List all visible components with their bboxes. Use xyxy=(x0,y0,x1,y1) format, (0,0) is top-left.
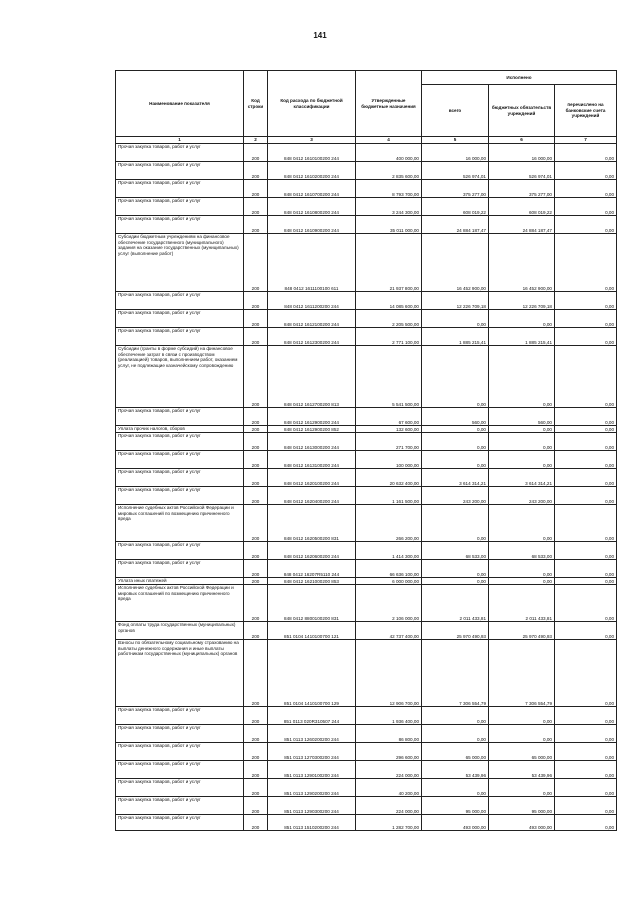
row-approved: 296 600,00 xyxy=(356,743,422,761)
row-kbk: 848 0412 8800100200 831 xyxy=(268,585,356,622)
row-total: 243 200,00 xyxy=(422,487,489,505)
row-total: 68 533,00 xyxy=(422,542,489,560)
header-kbk: Код расхода по бюджетной классификации xyxy=(268,71,356,137)
row-name: Прочая закупка товаров, работ и услуг xyxy=(116,542,244,560)
row-approved: 8 793 700,00 xyxy=(356,180,422,198)
row-name: Прочая закупка товаров, работ и услуг xyxy=(116,761,244,779)
row-approved: 271 700,00 xyxy=(356,433,422,451)
row-code: 200 xyxy=(244,234,268,292)
row-budget-inst: 68 533,00 xyxy=(489,542,555,560)
row-code: 200 xyxy=(244,622,268,640)
row-kbk: 848 0412 1610900200 244 xyxy=(268,216,356,234)
row-approved: 6 000 000,00 xyxy=(356,578,422,585)
row-budget-inst: 493 000,00 xyxy=(489,815,555,831)
row-name: Прочая закупка товаров, работ и услуг xyxy=(116,707,244,725)
row-total: 0,00 xyxy=(422,433,489,451)
row-budget-inst: 24 884 187,47 xyxy=(489,216,555,234)
row-kbk: 851 0113 1510200200 244 xyxy=(268,815,356,831)
row-bank: 0,00 xyxy=(555,292,617,310)
table-row xyxy=(116,408,617,426)
row-code: 200 xyxy=(244,310,268,328)
row-kbk: 848 0412 1612900200 852 xyxy=(268,426,356,433)
table-row xyxy=(116,707,617,725)
row-bank: 0,00 xyxy=(555,433,617,451)
row-kbk: 848 0412 1610100200 244 xyxy=(268,144,356,162)
row-bank: 0,00 xyxy=(555,707,617,725)
row-bank: 0,00 xyxy=(555,640,617,707)
row-budget-inst: 65 000,00 xyxy=(489,743,555,761)
header-approved: Утвержденные бюджетные назначения xyxy=(356,71,422,137)
row-kbk: 848 0412 1611100100 611 xyxy=(268,234,356,292)
row-bank: 0,00 xyxy=(555,761,617,779)
row-code: 200 xyxy=(244,725,268,743)
row-bank: 0,00 xyxy=(555,162,617,180)
row-budget-inst: 2 011 433,81 xyxy=(489,585,555,622)
row-bank: 0,00 xyxy=(555,346,617,408)
row-name: Исполнение судебных актов Российской Федерации и мировых соглашений по возмещению причиненного вреда xyxy=(116,585,244,622)
table-row xyxy=(116,292,617,310)
table-row xyxy=(116,216,617,234)
row-budget-inst: 526 974,01 xyxy=(489,162,555,180)
table-row xyxy=(116,725,617,743)
row-name: Прочая закупка товаров, работ и услуг xyxy=(116,560,244,578)
row-budget-inst: 25 970 490,93 xyxy=(489,622,555,640)
row-approved: 2 835 600,00 xyxy=(356,162,422,180)
row-name: Субсидии (гранты в форме субсидий) на финансовое обеспечение затрат в связи с производством (реализацией) товаров, выполнением работ, оказанием услуг, не подлежащие казначейскому сопровождению xyxy=(116,346,244,408)
table-row xyxy=(116,451,617,469)
row-code: 200 xyxy=(244,542,268,560)
row-name: Прочая закупка товаров, работ и услуг xyxy=(116,292,244,310)
row-name: Прочая закупка товаров, работ и услуг xyxy=(116,198,244,216)
row-budget-inst: 243 200,00 xyxy=(489,487,555,505)
table-row xyxy=(116,426,617,433)
row-kbk: 848 0412 1621000200 853 xyxy=(268,578,356,585)
row-approved: 1 161 500,00 xyxy=(356,487,422,505)
header-bank: перечислено на банковские счета учреждений xyxy=(555,85,617,137)
table-row xyxy=(116,346,617,408)
row-name: Прочая закупка товаров, работ и услуг xyxy=(116,408,244,426)
row-approved: 132 600,00 xyxy=(356,426,422,433)
row-budget-inst: 0,00 xyxy=(489,433,555,451)
row-approved: 40 200,00 xyxy=(356,779,422,797)
row-bank: 0,00 xyxy=(555,743,617,761)
row-approved: 35 011 000,00 xyxy=(356,216,422,234)
row-budget-inst: 95 000,00 xyxy=(489,797,555,815)
row-budget-inst: 0,00 xyxy=(489,426,555,433)
row-kbk: 848 0412 1620100200 244 xyxy=(268,469,356,487)
row-bank: 0,00 xyxy=(555,725,617,743)
row-bank: 0,00 xyxy=(555,180,617,198)
row-budget-inst: 12 226 709,18 xyxy=(489,292,555,310)
budget-execution-table xyxy=(115,70,617,831)
row-total: 7 306 554,79 xyxy=(422,640,489,707)
row-approved: 1 414 300,00 xyxy=(356,542,422,560)
row-budget-inst: 0,00 xyxy=(489,310,555,328)
row-kbk: 848 0412 1613000200 244 xyxy=(268,433,356,451)
row-bank: 0,00 xyxy=(555,198,617,216)
row-approved: 100 000,00 xyxy=(356,451,422,469)
table-row xyxy=(116,585,617,622)
row-bank: 0,00 xyxy=(555,426,617,433)
row-approved: 20 632 400,00 xyxy=(356,469,422,487)
row-code: 200 xyxy=(244,640,268,707)
header-budget-inst: бюджетных обязательств учреждений xyxy=(489,85,555,137)
row-budget-inst: 53 439,96 xyxy=(489,761,555,779)
row-code: 200 xyxy=(244,761,268,779)
row-total: 0,00 xyxy=(422,779,489,797)
table-row xyxy=(116,542,617,560)
row-name: Прочая закупка товаров, работ и услуг xyxy=(116,725,244,743)
row-code: 200 xyxy=(244,505,268,542)
row-approved: 86 800,00 xyxy=(356,725,422,743)
table-row xyxy=(116,640,617,707)
row-code: 200 xyxy=(244,707,268,725)
table-row xyxy=(116,815,617,831)
row-total: 0,00 xyxy=(422,505,489,542)
row-name: Уплата прочих налогов, сборов xyxy=(116,426,244,433)
row-kbk: 848 0412 1620500200 831 xyxy=(268,505,356,542)
column-number-7: 7 xyxy=(555,137,617,144)
row-total: 24 884 187,47 xyxy=(422,216,489,234)
row-total: 0,00 xyxy=(422,578,489,585)
table-row xyxy=(116,162,617,180)
row-total: 16 452 900,00 xyxy=(422,234,489,292)
row-code: 200 xyxy=(244,328,268,346)
row-name: Прочая закупка товаров, работ и услуг xyxy=(116,743,244,761)
row-approved: 3 244 300,00 xyxy=(356,198,422,216)
row-approved: 400 000,00 xyxy=(356,144,422,162)
row-total: 0,00 xyxy=(422,310,489,328)
row-code: 200 xyxy=(244,216,268,234)
row-kbk: 851 0113 020R310507 244 xyxy=(268,707,356,725)
row-total: 1 885 215,41 xyxy=(422,328,489,346)
row-kbk: 848 0412 1613100200 244 xyxy=(268,451,356,469)
row-approved: 2 106 000,00 xyxy=(356,585,422,622)
table-row xyxy=(116,433,617,451)
row-code: 200 xyxy=(244,585,268,622)
row-approved: 1 936 400,00 xyxy=(356,707,422,725)
row-budget-inst: 0,00 xyxy=(489,725,555,743)
table-row xyxy=(116,487,617,505)
row-approved: 1 282 700,00 xyxy=(356,815,422,831)
row-code: 200 xyxy=(244,743,268,761)
row-code: 200 xyxy=(244,560,268,578)
row-kbk: 848 0412 1610200200 244 xyxy=(268,162,356,180)
row-total: 95 000,00 xyxy=(422,797,489,815)
row-kbk: 851 0113 1290200200 244 xyxy=(268,779,356,797)
row-code: 200 xyxy=(244,815,268,831)
row-code: 200 xyxy=(244,180,268,198)
header-name: Наименование показателя xyxy=(116,71,244,137)
column-number-3: 3 xyxy=(268,137,356,144)
row-approved: 224 000,00 xyxy=(356,797,422,815)
row-budget-inst: 0,00 xyxy=(489,578,555,585)
table-body xyxy=(116,144,617,831)
row-approved: 2 205 500,00 xyxy=(356,310,422,328)
row-bank: 0,00 xyxy=(555,469,617,487)
row-bank: 0,00 xyxy=(555,797,617,815)
row-budget-inst: 16 000,00 xyxy=(489,144,555,162)
row-code: 200 xyxy=(244,487,268,505)
row-kbk: 851 0113 1290300200 244 xyxy=(268,797,356,815)
row-bank: 0,00 xyxy=(555,560,617,578)
row-approved: 12 906 700,00 xyxy=(356,640,422,707)
row-code: 200 xyxy=(244,578,268,585)
row-code: 200 xyxy=(244,779,268,797)
row-kbk: 851 0104 1410100700 129 xyxy=(268,640,356,707)
row-bank: 0,00 xyxy=(555,408,617,426)
row-bank: 0,00 xyxy=(555,216,617,234)
table-row xyxy=(116,198,617,216)
row-code: 200 xyxy=(244,162,268,180)
row-kbk: 848 0412 1620400200 244 xyxy=(268,487,356,505)
table-row xyxy=(116,779,617,797)
row-budget-inst: 0,00 xyxy=(489,707,555,725)
row-approved: 67 600,00 xyxy=(356,408,422,426)
table-row xyxy=(116,310,617,328)
row-kbk: 848 0412 1612100200 244 xyxy=(268,310,356,328)
row-bank: 0,00 xyxy=(555,487,617,505)
row-approved: 21 937 800,00 xyxy=(356,234,422,292)
row-budget-inst: 0,00 xyxy=(489,505,555,542)
row-total: 608 019,22 xyxy=(422,198,489,216)
row-name: Прочая закупка товаров, работ и услуг xyxy=(116,469,244,487)
row-name: Прочая закупка товаров, работ и услуг xyxy=(116,162,244,180)
row-approved: 66 636 100,00 xyxy=(356,560,422,578)
row-kbk: 848 0412 1611200200 244 xyxy=(268,292,356,310)
table-row xyxy=(116,180,617,198)
row-code: 200 xyxy=(244,797,268,815)
row-bank: 0,00 xyxy=(555,234,617,292)
row-approved: 266 200,00 xyxy=(356,505,422,542)
row-bank: 0,00 xyxy=(555,815,617,831)
row-kbk: 851 0104 1410100700 121 xyxy=(268,622,356,640)
row-name: Фонд оплаты труда государственных (муниципальных) органов xyxy=(116,622,244,640)
row-approved: 14 085 600,00 xyxy=(356,292,422,310)
table-row xyxy=(116,578,617,585)
row-bank: 0,00 xyxy=(555,328,617,346)
row-total: 53 439,96 xyxy=(422,761,489,779)
row-total: 65 000,00 xyxy=(422,743,489,761)
row-name: Прочая закупка товаров, работ и услуг xyxy=(116,180,244,198)
row-name: Взносы по обязательному социальному страхованию на выплаты денежного содержания и иные выплаты работникам государственных (муниципальных) органов xyxy=(116,640,244,707)
row-bank: 0,00 xyxy=(555,542,617,560)
row-total: 0,00 xyxy=(422,725,489,743)
row-budget-inst: 0,00 xyxy=(489,779,555,797)
row-bank: 0,00 xyxy=(555,451,617,469)
row-kbk: 851 0113 1270300200 244 xyxy=(268,743,356,761)
row-total: 16 000,00 xyxy=(422,144,489,162)
column-number-5: 5 xyxy=(422,137,489,144)
row-code: 200 xyxy=(244,408,268,426)
row-total: 526 974,01 xyxy=(422,162,489,180)
header-execution: Исполнено xyxy=(422,71,617,85)
column-numbers-row xyxy=(116,137,617,144)
row-budget-inst: 0,00 xyxy=(489,346,555,408)
row-kbk: 848 0412 1610700200 244 xyxy=(268,180,356,198)
row-budget-inst: 16 452 900,00 xyxy=(489,234,555,292)
row-bank: 0,00 xyxy=(555,578,617,585)
table-row xyxy=(116,505,617,542)
row-total: 2 011 433,81 xyxy=(422,585,489,622)
row-code: 200 xyxy=(244,198,268,216)
row-budget-inst: 560,00 xyxy=(489,408,555,426)
row-kbk: 848 0412 1612300200 244 xyxy=(268,328,356,346)
row-name: Прочая закупка товаров, работ и услуг xyxy=(116,144,244,162)
row-bank: 0,00 xyxy=(555,144,617,162)
table-row xyxy=(116,144,617,162)
row-kbk: 848 0412 16207R5110 244 xyxy=(268,560,356,578)
table-row xyxy=(116,234,617,292)
row-total: 560,00 xyxy=(422,408,489,426)
column-number-6: 6 xyxy=(489,137,555,144)
row-total: 0,00 xyxy=(422,707,489,725)
table-row xyxy=(116,560,617,578)
table-row xyxy=(116,328,617,346)
row-approved: 42 737 400,00 xyxy=(356,622,422,640)
header-code: Код строки xyxy=(244,71,268,137)
row-approved: 2 771 100,00 xyxy=(356,328,422,346)
row-name: Уплата иных платежей xyxy=(116,578,244,585)
row-kbk: 851 0113 1290100200 244 xyxy=(268,761,356,779)
row-name: Прочая закупка товаров, работ и услуг xyxy=(116,310,244,328)
row-code: 200 xyxy=(244,426,268,433)
row-budget-inst: 7 306 554,79 xyxy=(489,640,555,707)
row-bank: 0,00 xyxy=(555,505,617,542)
row-code: 200 xyxy=(244,346,268,408)
row-budget-inst: 0,00 xyxy=(489,451,555,469)
row-bank: 0,00 xyxy=(555,310,617,328)
row-budget-inst: 375 277,00 xyxy=(489,180,555,198)
row-bank: 0,00 xyxy=(555,779,617,797)
row-name: Исполнение судебных актов Российской Федерации и мировых соглашений по возмещению причиненного вреда xyxy=(116,505,244,542)
column-number-1: 1 xyxy=(116,137,244,144)
table-row xyxy=(116,743,617,761)
row-name: Субсидии бюджетным учреждениям на финансовое обеспечение государственного (муниципального) задания на оказание государственных (муниципальных) услуг (выполнение работ) xyxy=(116,234,244,292)
row-total: 0,00 xyxy=(422,346,489,408)
row-total: 0,00 xyxy=(422,426,489,433)
row-budget-inst: 1 885 215,41 xyxy=(489,328,555,346)
row-name: Прочая закупка товаров, работ и услуг xyxy=(116,433,244,451)
table-row xyxy=(116,761,617,779)
row-bank: 0,00 xyxy=(555,585,617,622)
row-approved: 5 541 500,00 xyxy=(356,346,422,408)
row-total: 0,00 xyxy=(422,451,489,469)
table-row xyxy=(116,797,617,815)
row-approved: 224 000,00 xyxy=(356,761,422,779)
row-total: 0,00 xyxy=(422,560,489,578)
row-kbk: 848 0412 1610800200 244 xyxy=(268,198,356,216)
row-kbk: 848 0412 1620600200 244 xyxy=(268,542,356,560)
row-total: 12 226 709,18 xyxy=(422,292,489,310)
column-number-2: 2 xyxy=(244,137,268,144)
row-code: 200 xyxy=(244,469,268,487)
row-total: 25 970 490,93 xyxy=(422,622,489,640)
row-name: Прочая закупка товаров, работ и услуг xyxy=(116,487,244,505)
table-row xyxy=(116,469,617,487)
header-total: всего xyxy=(422,85,489,137)
row-kbk: 848 0412 1612700200 813 xyxy=(268,346,356,408)
row-code: 200 xyxy=(244,144,268,162)
row-total: 493 000,00 xyxy=(422,815,489,831)
row-code: 200 xyxy=(244,433,268,451)
row-budget-inst: 0,00 xyxy=(489,560,555,578)
column-number-4: 4 xyxy=(356,137,422,144)
row-name: Прочая закупка товаров, работ и услуг xyxy=(116,451,244,469)
row-total: 375 277,00 xyxy=(422,180,489,198)
row-total: 3 614 314,21 xyxy=(422,469,489,487)
page-number: 141 xyxy=(313,31,327,40)
row-name: Прочая закупка товаров, работ и услуг xyxy=(116,797,244,815)
row-kbk: 851 0113 1260200200 244 xyxy=(268,725,356,743)
row-name: Прочая закупка товаров, работ и услуг xyxy=(116,815,244,831)
table-row xyxy=(116,622,617,640)
row-budget-inst: 3 614 314,21 xyxy=(489,469,555,487)
row-budget-inst: 608 019,22 xyxy=(489,198,555,216)
row-kbk: 848 0412 1612900200 244 xyxy=(268,408,356,426)
row-bank: 0,00 xyxy=(555,622,617,640)
row-name: Прочая закупка товаров, работ и услуг xyxy=(116,216,244,234)
row-name: Прочая закупка товаров, работ и услуг xyxy=(116,779,244,797)
row-code: 200 xyxy=(244,451,268,469)
row-code: 200 xyxy=(244,292,268,310)
row-name: Прочая закупка товаров, работ и услуг xyxy=(116,328,244,346)
